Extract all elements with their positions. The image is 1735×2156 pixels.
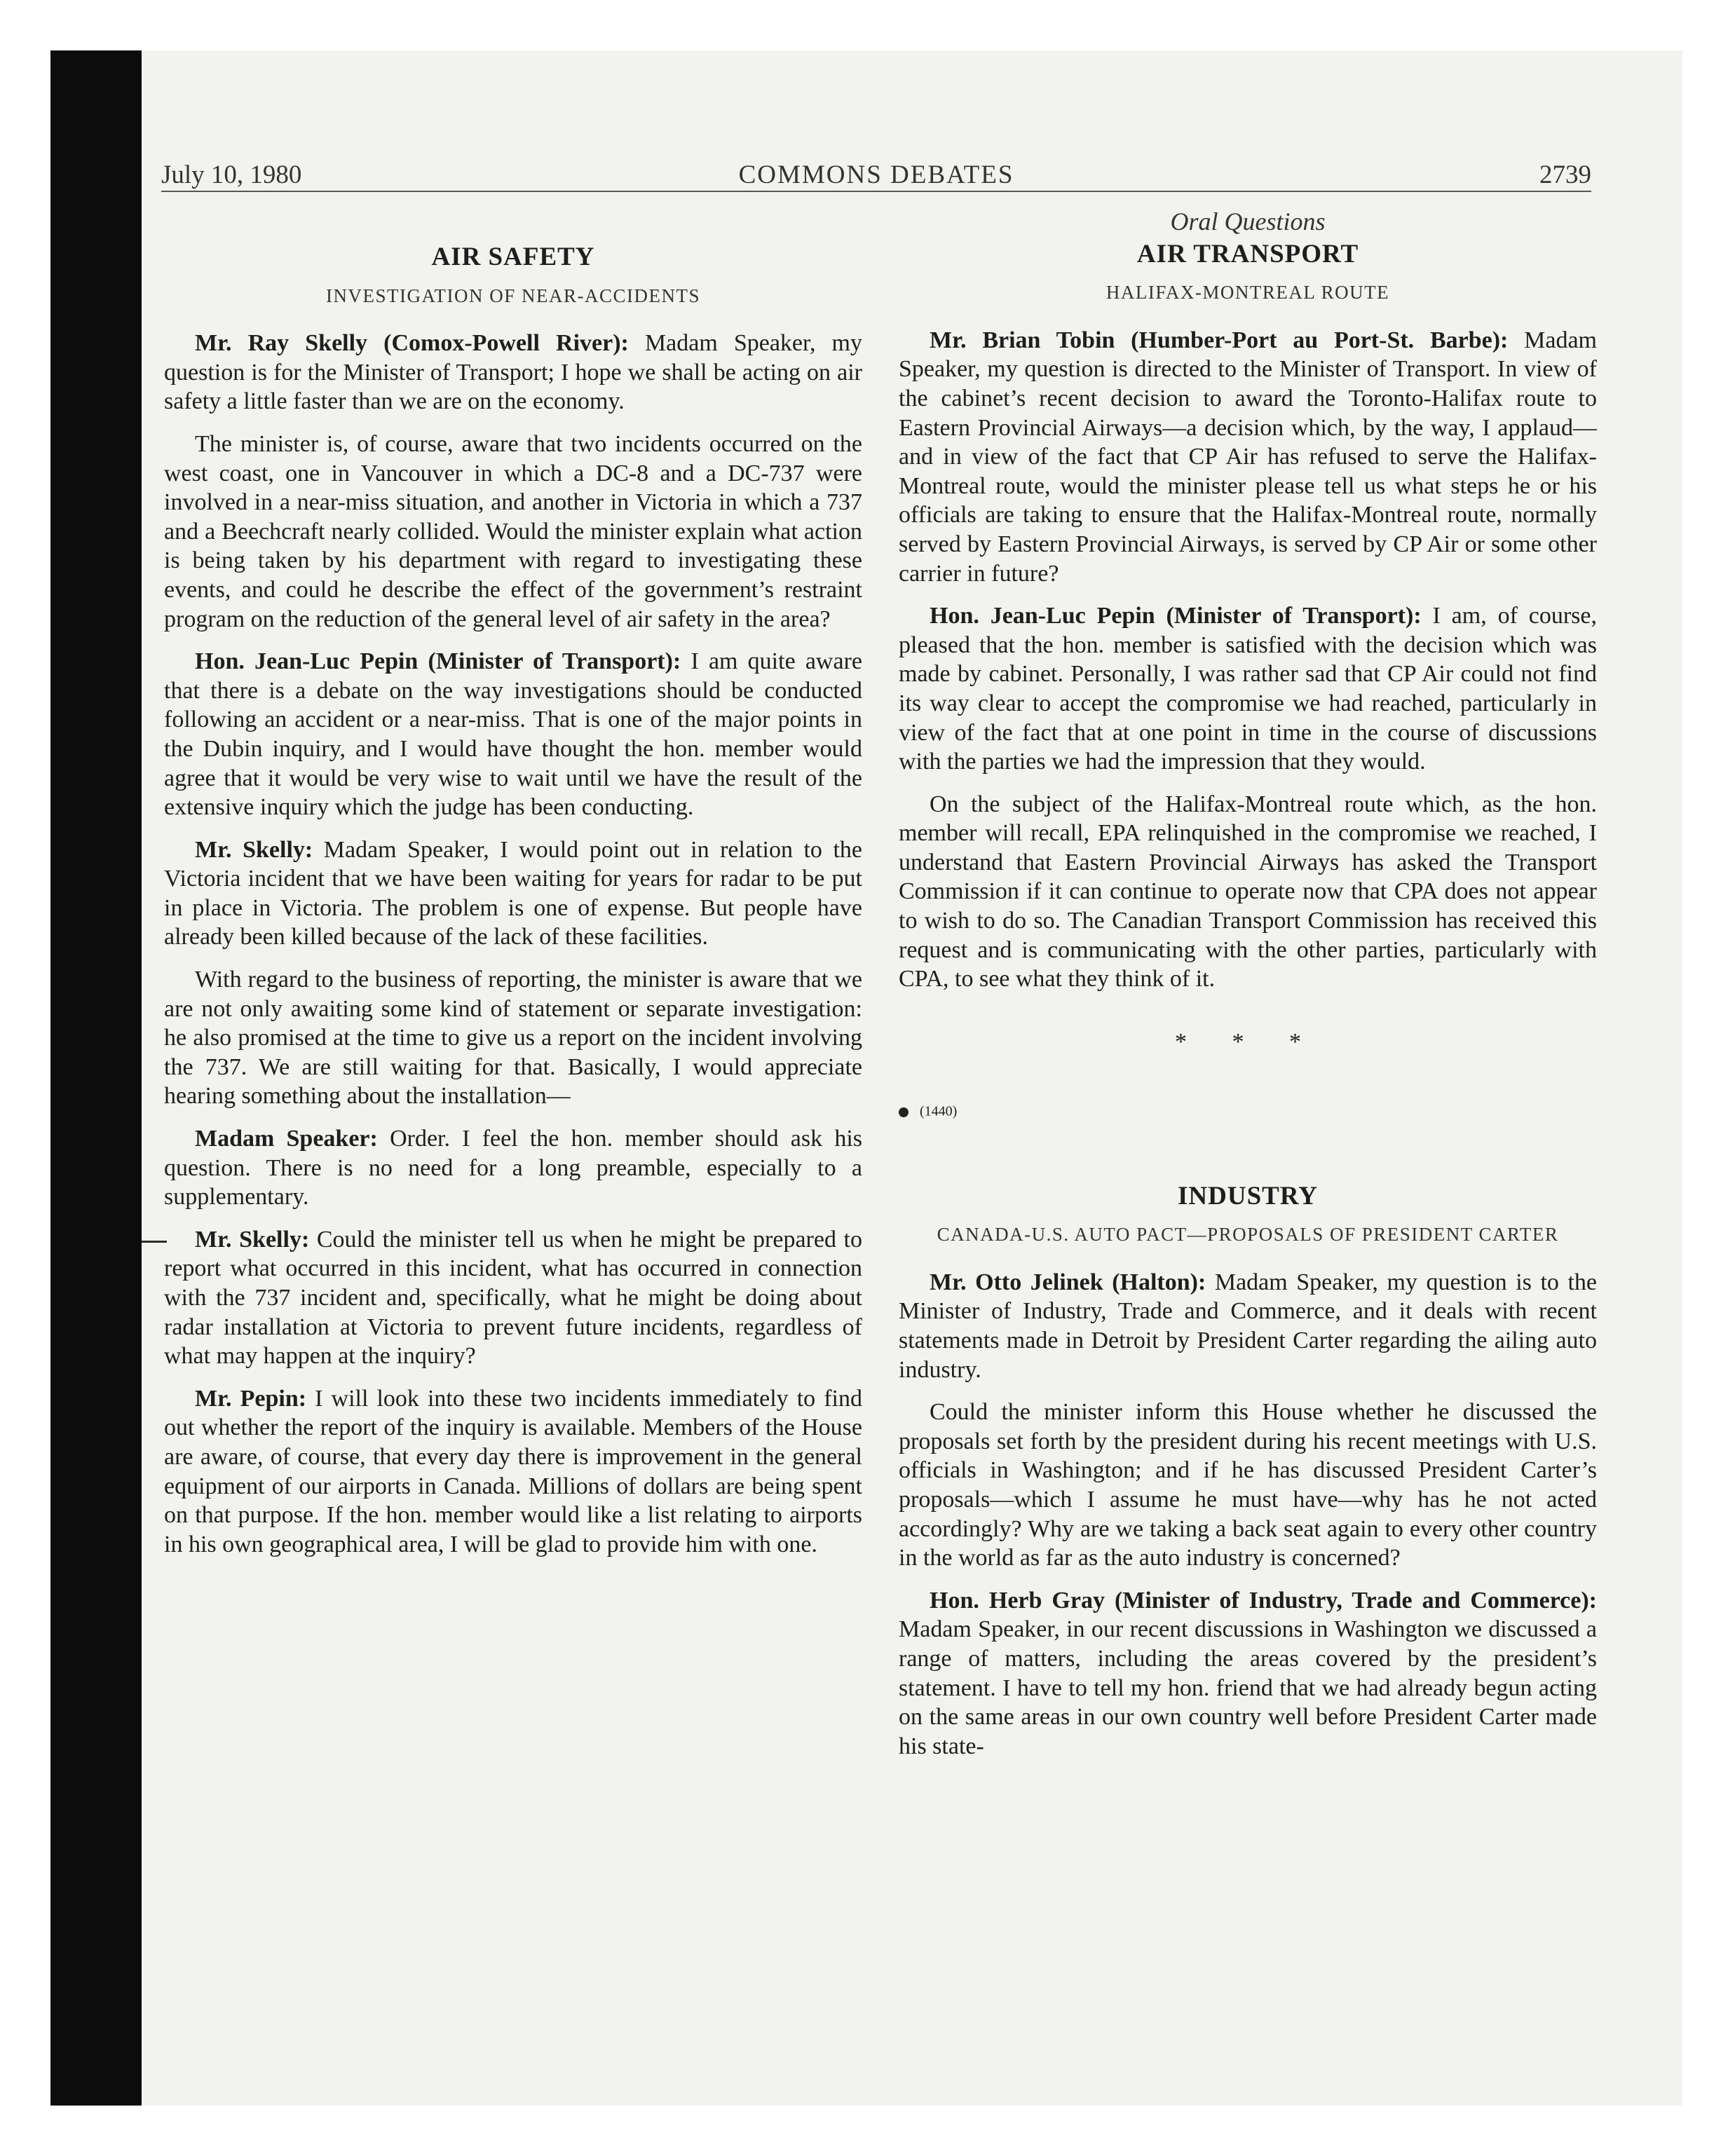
page-number: 2739 bbox=[1539, 161, 1591, 189]
paragraph-text: Could the minister tell us when he might be prepared to report what occurred in this incident, what has occurred in connection with the 737 incident and, specifically, what he might be doing about radar installation at Victoria to prevent future incidents, regardless of what may happen at the inquiry? bbox=[164, 1226, 863, 1370]
paragraph bbox=[899, 326, 1597, 588]
paragraph bbox=[164, 1124, 862, 1212]
paragraph bbox=[164, 965, 862, 1111]
subheading-near-accidents: INVESTIGATION OF NEAR-ACCIDENTS bbox=[326, 285, 700, 306]
subheading-auto-pact: CANADA-U.S. AUTO PACT—PROPOSALS OF PRESIDENT CARTER bbox=[937, 1224, 1559, 1246]
paragraph bbox=[899, 1268, 1597, 1384]
header-title: COMMONS DEBATES bbox=[738, 161, 1014, 189]
paragraph-text: Madam Speaker, my question is to the Minister of Industry, Trade and Commerce, and it deals with recent statements made in Detroit by President Carter regarding the ailing auto industry. bbox=[899, 1269, 1597, 1383]
bullet-dot-icon bbox=[899, 1107, 909, 1117]
paragraph bbox=[899, 790, 1597, 994]
paragraph-text: Madam Speaker, I would point out in relation to the Victoria incident that we have been waiting for years for radar to be put in place in Victoria. The problem is one of expense. But people have already been killed because of the lack of these facilities. bbox=[164, 836, 862, 950]
paragraph-text: Madam Speaker, my question is for the Minister of Transport; I hope we shall be acting on air safety a little faster than we are on the economy. bbox=[164, 330, 862, 415]
paragraph bbox=[164, 835, 862, 952]
section-heading-air-safety: AIR SAFETY bbox=[431, 243, 595, 271]
paragraph bbox=[899, 1586, 1597, 1761]
paragraph bbox=[164, 1225, 862, 1371]
paragraph-text: The minister is, of course, aware that two incidents occurred on the west coast, one in Vancouver in which a DC-8 and a DC-737 were involved in a near-miss situation, and another in Victoria in which a 737 and a Beechcraft nearly collided. Would the minister explain what action is being taken by his department with regard to investigating these events, and could he describe the effect of the government’s restraint program on the reduction of the general level of air safety in the area? bbox=[164, 430, 862, 632]
speaker-name: Mr. Otto Jelinek (Halton): bbox=[930, 1269, 1206, 1295]
right-column bbox=[899, 207, 1597, 1774]
speaker-name: Hon. Herb Gray (Minister of Industry, Trade and Commerce): bbox=[930, 1587, 1597, 1613]
paragraph bbox=[899, 601, 1597, 777]
left-column bbox=[164, 207, 862, 1572]
speaker-name: Madam Speaker: bbox=[195, 1126, 378, 1152]
paragraph bbox=[164, 329, 862, 416]
paragraph-text: I will look into these two incidents immediately to find out whether the report of the inquiry is available. Members of the House are aware, of course, that every day there is improvement in the general equipment of our airports in Canada. Millions of dollars are being spent on that purpose. If the hon. member would like a list relating to airports in his own geographical area, I will be glad to provide him with one. bbox=[164, 1385, 862, 1557]
subheading-halifax-montreal: HALIFAX-MONTREAL ROUTE bbox=[1105, 282, 1390, 303]
paragraph bbox=[164, 1384, 862, 1560]
timestamp-marker bbox=[899, 1097, 1597, 1126]
paragraph bbox=[164, 647, 862, 822]
speaker-name: Hon. Jean-Luc Pepin (Minister of Transport): bbox=[930, 603, 1422, 629]
binding-shadow bbox=[50, 50, 142, 2106]
speaker-name: Mr. Skelly: bbox=[195, 1226, 310, 1253]
page-header bbox=[161, 156, 1591, 192]
section-break-stars: * * * bbox=[1175, 1028, 1321, 1055]
paragraph-text: I am quite aware that there is a debate on the way investigations should be conducted following an accident or a near-miss. That is one of the major points in the Dubin inquiry, and I would have thought the hon. member would agree that it would be very wise to wait until we have the result of the extensive inquiry which the judge has been conducting. bbox=[164, 648, 862, 821]
paragraph-text: With regard to the business of reporting, the minister is aware that we are not only awaiting some kind of statement or separate investigation: he also promised at the time to give us a report on the incident involving the 737. We are still waiting for that. Basically, I would appreciate hearing something about the installation— bbox=[164, 967, 862, 1110]
speaker-name: Mr. Ray Skelly (Comox-Powell River): bbox=[195, 330, 629, 357]
paragraph-text: Could the minister inform this House whether he discussed the proposals set forth by the president during his recent meetings with U.S. officials in Washington; and if he has discussed President Carter’s proposals—which I assume he must have—why has he not acted accordingly? Why are we taking a back seat again to every other country in the world as far as the auto industry is concerned? bbox=[899, 1399, 1597, 1571]
paragraph-text: I am, of course, pleased that the hon. member is satisfied with the decision which was made by cabinet. Personally, I was rather sad that CP Air could not find its way clear to accept the compromise we had reached, particularly in view of the fact that at one point in time in the course of discussions with the parties we had the impression that they would. bbox=[899, 603, 1597, 775]
paragraph bbox=[164, 430, 862, 634]
paragraph-text: Madam Speaker, my question is directed to the Minister of Transport. In view of the cabinet’s recent decision to award the Toronto-Halifax route to Eastern Provincial Airways—a decision which, by the way, I applaud—and in view of the fact that CP Air has refused to serve the Halifax-Montreal route, would the minister please tell us what steps he or his officials are taking to ensure that the Halifax-Montreal route, normally served by Eastern Provincial Airways, is served by CP Air or some other carrier in future? bbox=[899, 327, 1597, 587]
header-rule bbox=[161, 191, 1591, 192]
speaker-name: Mr. Brian Tobin (Humber-Port au Port-St. Barbe): bbox=[930, 327, 1509, 353]
left-paragraphs bbox=[164, 329, 862, 1559]
timestamp-text: (1440) bbox=[920, 1104, 958, 1120]
paragraph-text: On the subject of the Halifax-Montreal route which, as the hon. member will recall, EPA relinquished in the compromise we reached, I understand that Eastern Provincial Airways has asked the Transport Commission if it can continue to operate now that CPA does not appear to wish to do so. The Canadian Transport Commission has received this request and is communicating with the other parties, particularly with CPA, to see what they think of it. bbox=[899, 791, 1597, 992]
section-heading-industry: INDUSTRY bbox=[1178, 1181, 1318, 1210]
header-date: July 10, 1980 bbox=[161, 161, 302, 189]
margin-mark bbox=[142, 1241, 167, 1243]
section-heading-air-transport: AIR TRANSPORT bbox=[1136, 239, 1359, 268]
running-head: Oral Questions bbox=[1170, 207, 1326, 236]
paragraph-text: Order. I feel the hon. member should ask his question. There is no need for a long preamble, especially to a supplementary. bbox=[164, 1126, 862, 1210]
speaker-name: Mr. Skelly: bbox=[195, 836, 313, 863]
paragraph-text: Madam Speaker, in our recent discussions in Washington we discussed a range of matters, including the areas covered by the president’s statement. I have to tell my hon. friend that we had already begun acting on the same areas in our own country well before President Carter made his state- bbox=[899, 1616, 1597, 1759]
speaker-name: Hon. Jean-Luc Pepin (Minister of Transport): bbox=[195, 648, 681, 675]
right-paragraphs-industry bbox=[899, 1268, 1597, 1761]
speaker-name: Mr. Pepin: bbox=[195, 1385, 307, 1412]
right-paragraphs bbox=[899, 326, 1597, 994]
paragraph bbox=[899, 1398, 1597, 1573]
